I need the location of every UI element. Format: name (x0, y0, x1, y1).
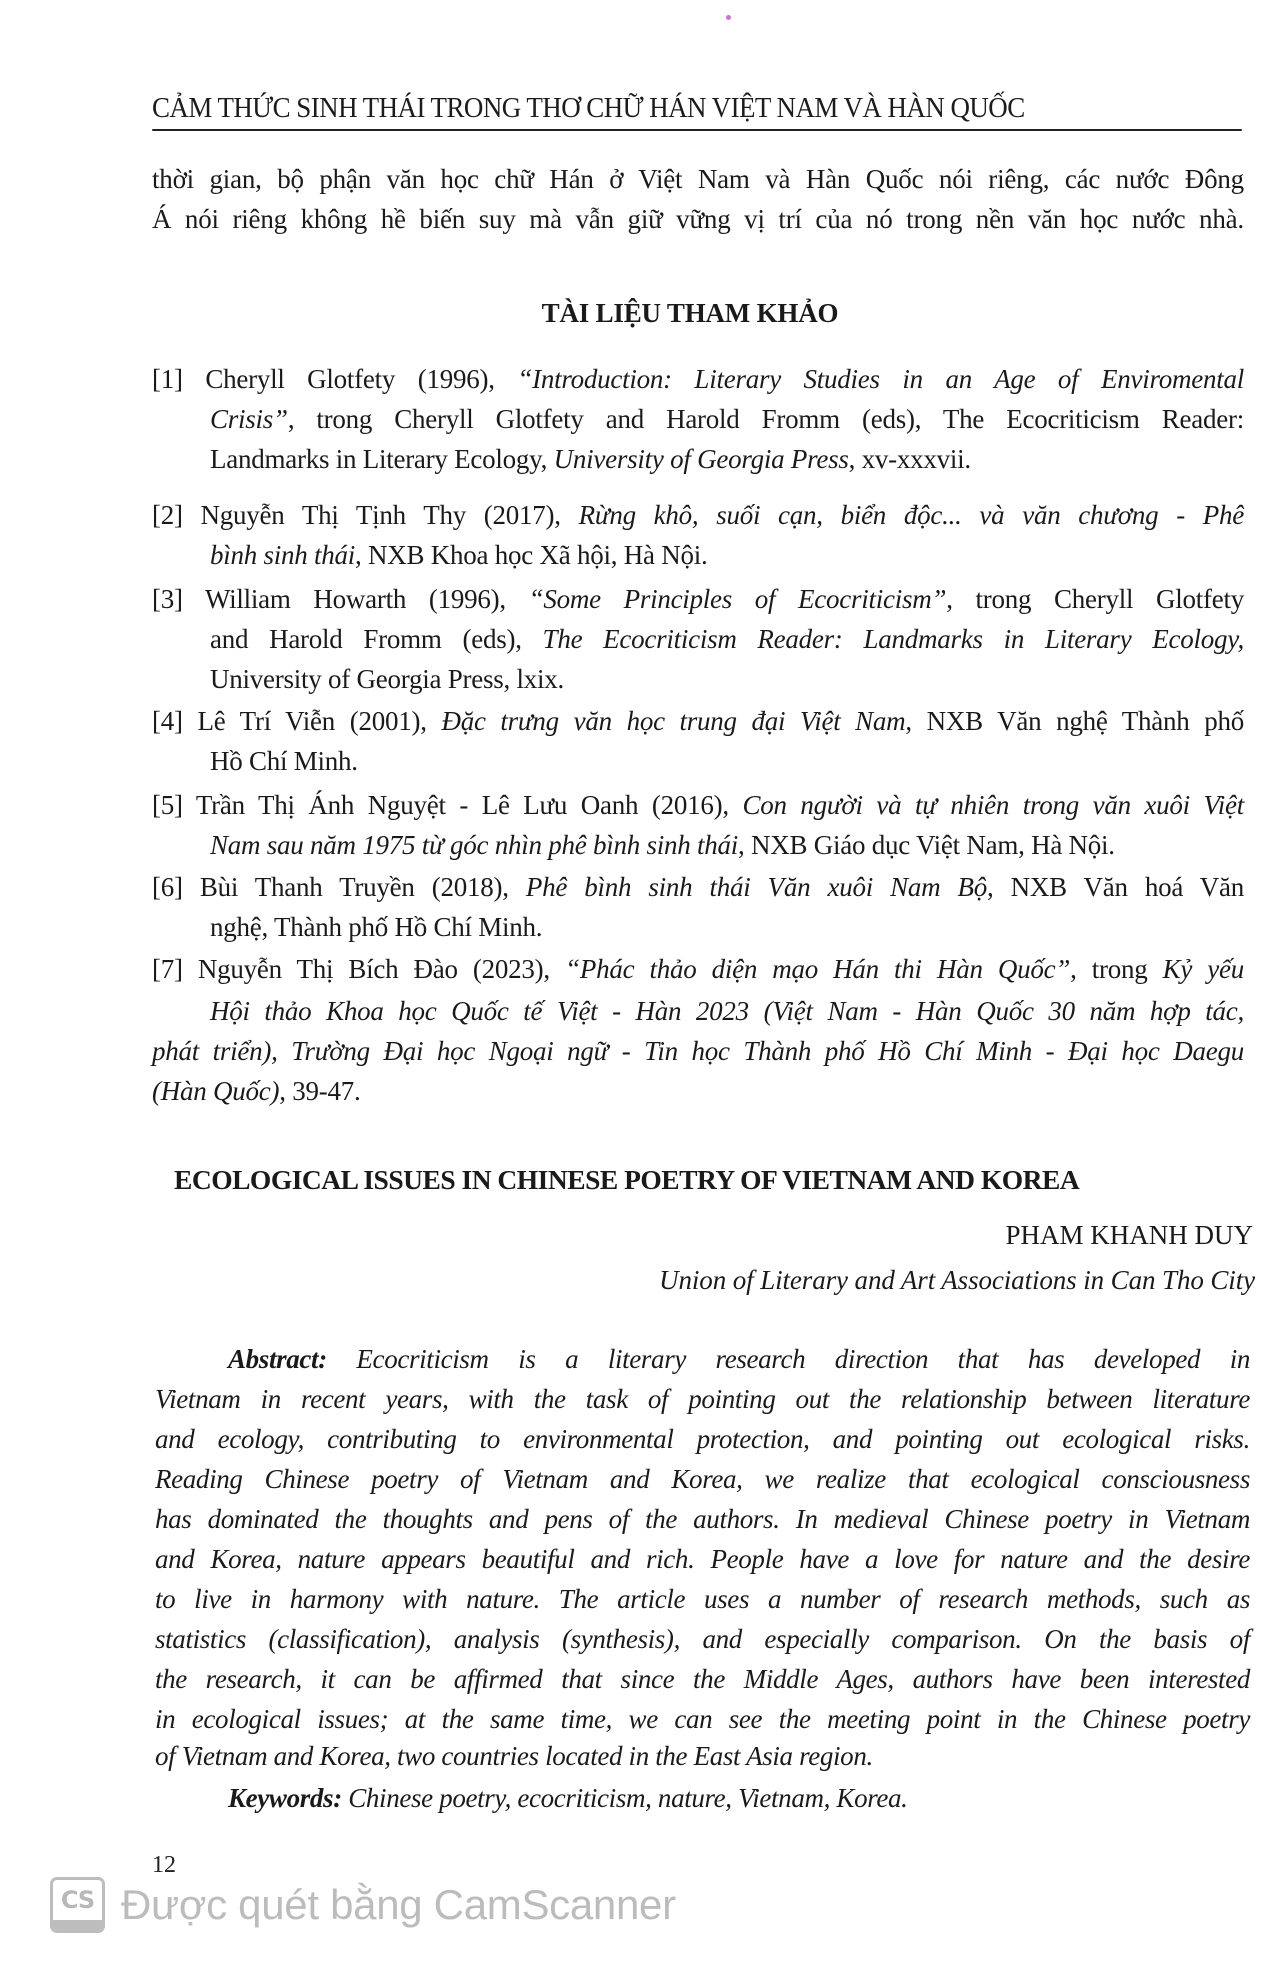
abstract-text: to live in harmony with nature. The article uses a number of research methods, such as (155, 1584, 1250, 1614)
reference-line (152, 584, 1244, 615)
reference-segment: , NXB Khoa học Xã hội, Hà Nội. (355, 540, 708, 570)
reference-line (210, 912, 542, 943)
reference-segment: [1] Cheryll Glotfety (1996), (152, 364, 518, 394)
abstract-line (155, 1464, 1250, 1495)
reference-segment: , NXB Văn nghệ Thành phố (905, 706, 1244, 736)
camscanner-watermark (50, 1877, 676, 1933)
reference-italic-segment: phát triển), Trường Đại học Ngoại ngữ - Tin học Thành phố Hồ Chí Minh - Đại học Daegu (152, 1036, 1244, 1066)
reference-line (210, 746, 358, 777)
abstract-line (155, 1504, 1250, 1535)
reference-segment: nghệ, Thành phố Hồ Chí Minh. (210, 912, 543, 942)
reference-line (152, 500, 1244, 531)
scan-artifact-dot (726, 15, 731, 20)
reference-italic-segment: Hội thảo Khoa học Quốc tế Việt - Hàn 2023 (Việt Nam - Hàn Quốc 30 năm hợp tác, (210, 996, 1244, 1026)
reference-italic-segment: “Some Principles of Ecocriticism” (528, 584, 947, 614)
reference-segment: , trong Cheryll Glotfety and Harold Fromm (eds), The Ecocriticism Reader: (287, 404, 1244, 434)
abstract-line (155, 1384, 1250, 1415)
reference-line (210, 664, 564, 695)
reference-line (152, 1036, 1244, 1067)
english-title: ECOLOGICAL ISSUES IN CHINESE POETRY OF VIETNAM AND KOREA (174, 1164, 1080, 1195)
reference-italic-segment: “Phác thảo diện mạo Hán thi Hàn Quốc” (565, 954, 1071, 984)
reference-segment: and Harold Fromm (eds), (210, 624, 543, 654)
reference-line (152, 790, 1244, 821)
abstract-line (228, 1344, 1250, 1375)
intro-line: thời gian, bộ phận văn học chữ Hán ở Việt Nam và Hàn Quốc nói riêng, các nước Đông (152, 164, 1244, 194)
reference-italic-segment: Đặc trưng văn học trung đại Việt Nam (441, 706, 906, 736)
abstract-line (155, 1544, 1250, 1575)
reference-segment: [2] Nguyễn Thị Tịnh Thy (2017), (152, 500, 579, 530)
reference-segment: , NXB Giáo dục Việt Nam, Hà Nội. (737, 830, 1115, 860)
reference-line (210, 624, 1244, 655)
reference-segment: , trong Cheryll Glotfety (946, 584, 1244, 614)
reference-segment: , xv-xxxvii. (848, 444, 971, 474)
camscanner-logo-text: CS (60, 1886, 95, 1914)
abstract-line (155, 1584, 1250, 1615)
author-name: PHAM KHANH DUY (1005, 1220, 1253, 1250)
abstract-text: Ecocriticism is a literary research direction that has developed in (326, 1344, 1250, 1374)
intro-line: Á nói riêng không hề biến suy mà vẫn giữ vững vị trí của nó trong nền văn học nước nhà. (152, 204, 1244, 234)
reference-line (210, 996, 1244, 1027)
abstract-text: in ecological issues; at the same time, we can see the meeting point in the Chinese poetry (155, 1704, 1250, 1734)
reference-italic-segment: (Hàn Quốc) (152, 1076, 280, 1106)
reference-line (152, 872, 1244, 903)
keywords-label: Keywords: (228, 1783, 342, 1813)
reference-segment: , trong (1070, 954, 1163, 984)
reference-italic-segment: Rừng khô, suối cạn, biển độc... và văn chương - Phê (578, 500, 1244, 530)
abstract-line (155, 1424, 1250, 1455)
reference-line (152, 364, 1244, 395)
abstract-text: Reading Chinese poetry of Vietnam and Korea, we realize that ecological consciousness (155, 1464, 1250, 1494)
reference-line (152, 954, 1244, 985)
abstract-line (155, 1664, 1250, 1695)
abstract-text: has dominated the thoughts and pens of the authors. In medieval Chinese poetry in Vietnam (155, 1504, 1250, 1534)
reference-segment: [4] Lê Trí Viễn (2001), (152, 706, 442, 736)
reference-segment: [7] Nguyễn Thị Bích Đào (2023), (152, 954, 566, 984)
reference-line (210, 404, 1244, 435)
abstract-line (155, 1704, 1250, 1735)
page-number: 12 (152, 1852, 176, 1878)
reference-italic-segment: Kỷ yếu (1162, 954, 1244, 984)
reference-italic-segment: Phê bình sinh thái Văn xuôi Nam Bộ (525, 872, 988, 902)
reference-italic-segment: bình sinh thái (210, 540, 356, 570)
abstract-text: and ecology, contributing to environmental protection, and pointing out ecological risks. (155, 1424, 1250, 1454)
abstract-line (155, 1624, 1250, 1655)
abstract-text: of Vietnam and Korea, two countries located in the East Asia region. (155, 1741, 873, 1771)
reference-line (210, 540, 707, 571)
header-rule (152, 129, 1242, 131)
reference-line (210, 444, 971, 475)
reference-segment: [3] William Howarth (1996), (152, 584, 529, 614)
reference-segment: , NXB Văn hoá Văn (987, 872, 1245, 902)
running-head: CẢM THỨC SINH THÁI TRONG THƠ CHỮ HÁN VIỆT NAM VÀ HÀN QUỐC (152, 92, 1025, 124)
reference-segment: Hồ Chí Minh. (210, 746, 358, 776)
camscanner-logo-icon (50, 1877, 105, 1933)
reference-segment: , 39-47. (279, 1076, 361, 1106)
reference-segment: [5] Trần Thị Ánh Nguyệt - Lê Lưu Oanh (2016), (152, 790, 743, 820)
abstract-line (155, 1741, 873, 1772)
reference-italic-segment: The Ecocriticism Reader: Landmarks in Literary Ecology, (542, 624, 1244, 654)
watermark-text: Được quét bằng CamScanner (121, 1881, 676, 1928)
reference-italic-segment: “Introduction: Literary Studies in an Age of Enviromental (517, 364, 1244, 394)
abstract-text: the research, it can be affirmed that since the Middle Ages, authors have been interested (155, 1664, 1250, 1694)
reference-italic-segment: Crisis” (210, 404, 288, 434)
abstract-text: statistics (classification), analysis (synthesis), and especially comparison. On the basis of (155, 1624, 1250, 1654)
reference-segment: [6] Bùi Thanh Truyền (2018), (152, 872, 526, 902)
keywords-line (228, 1783, 908, 1814)
reference-line (152, 706, 1244, 737)
abstract-text: Vietnam in recent years, with the task of pointing out the relationship between literature (155, 1384, 1250, 1414)
reference-segment: Landmarks in Literary Ecology, (210, 444, 554, 474)
abstract-label: Abstract: (228, 1344, 327, 1374)
reference-italic-segment: University of Georgia Press (553, 444, 849, 474)
abstract-text: and Korea, nature appears beautiful and rich. People have a love for nature and the desire (155, 1544, 1250, 1574)
reference-italic-segment: Con người và tự nhiên trong văn xuôi Việt (742, 790, 1245, 820)
keywords-text: Chinese poetry, ecocriticism, nature, Vietnam, Korea. (341, 1783, 908, 1813)
reference-line (210, 830, 1115, 861)
reference-segment: University of Georgia Press, lxix. (210, 664, 564, 694)
references-heading: TÀI LIỆU THAM KHẢO (541, 298, 839, 328)
reference-italic-segment: Nam sau năm 1975 từ góc nhìn phê bình sinh thái (210, 830, 738, 860)
author-affiliation: Union of Literary and Art Associations in Can Tho City (659, 1265, 1255, 1295)
reference-line (152, 1076, 360, 1107)
